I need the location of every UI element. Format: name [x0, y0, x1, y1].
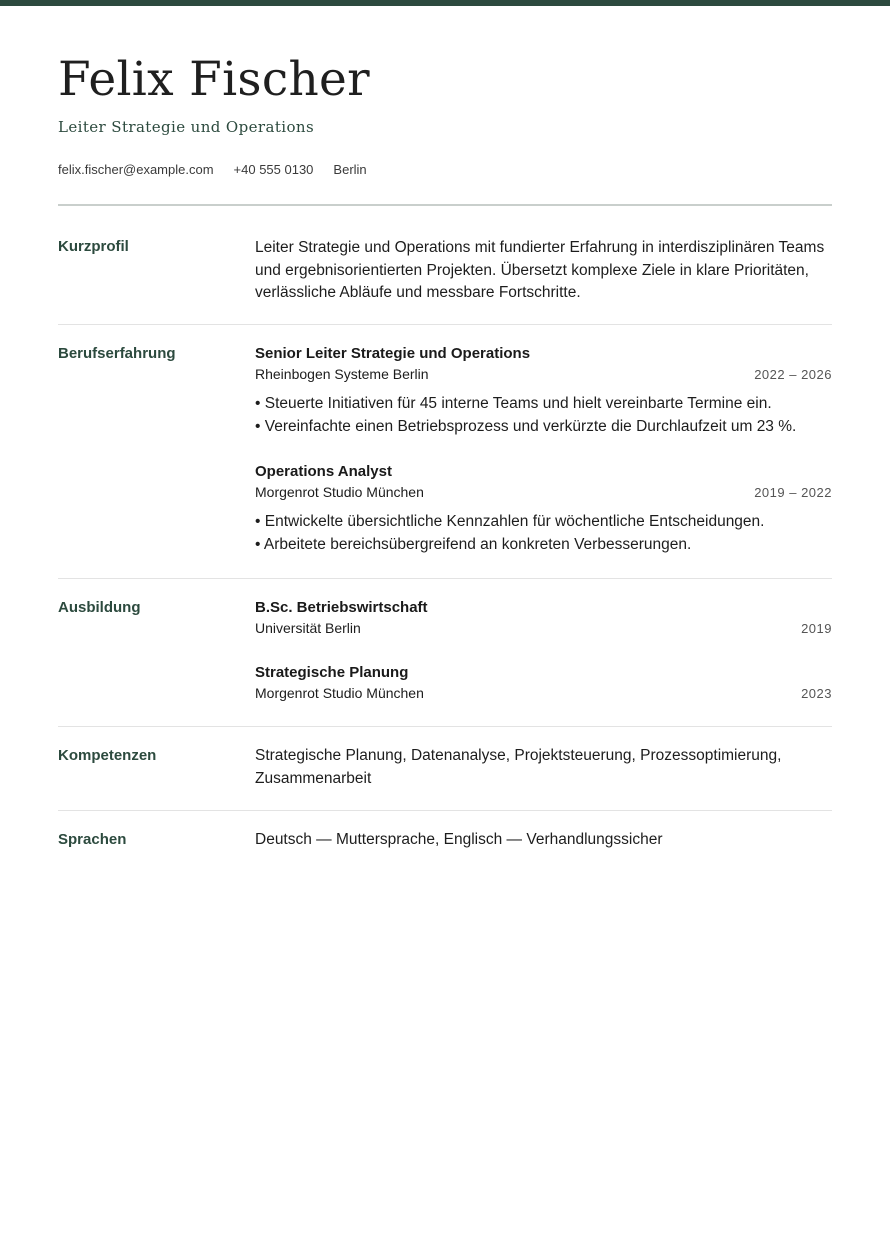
contact-city: Berlin — [333, 162, 367, 177]
job-title: Operations Analyst — [255, 463, 392, 480]
contact-email[interactable]: felix.fischer@example.com — [58, 162, 214, 177]
section-label-education: Ausbildung — [58, 599, 141, 616]
degree-meta — [255, 620, 832, 639]
job-bullet: • Entwickelte übersichtliche Kennzahlen für wöchentliche Entscheidungen. — [255, 513, 765, 530]
section-divider — [58, 726, 832, 727]
degree-title: B.Sc. Betriebswirtschaft — [255, 599, 428, 616]
degree-meta — [255, 685, 832, 704]
profile-text: Leiter Strategie und Operations mit fundierter Erfahrung in interdisziplinären Teams und ergebnisorientierten Projekten. Übersetzt komplexe Ziele in klare Prioritäten, verlässliche Abläufe und messbare Fortschritte. — [255, 239, 825, 301]
skills-text: Strategische Planung, Datenanalyse, Projektsteuerung, Prozessoptimierung, Zusammenarbeit — [255, 747, 782, 787]
degree-institution: Universität Berlin — [255, 620, 361, 636]
degree-title: Strategische Planung — [255, 664, 409, 681]
job-date: 2022 – 2026 — [754, 367, 832, 382]
job-title: Senior Leiter Strategie und Operations — [255, 345, 531, 362]
section-label-skills: Kompetenzen — [58, 747, 157, 764]
job-bullets — [255, 393, 832, 438]
job-meta — [255, 484, 832, 503]
top-accent-bar — [0, 0, 890, 6]
degree-date: 2019 — [801, 621, 832, 636]
education-entry — [255, 599, 832, 639]
experience-entry — [255, 345, 832, 438]
education-entry — [255, 664, 832, 704]
job-company: Rheinbogen Systeme Berlin — [255, 366, 429, 382]
candidate-headline: Leiter Strategie und Operations — [58, 118, 315, 136]
section-divider — [58, 324, 832, 325]
contact-phone[interactable]: +40 555 0130 — [233, 162, 314, 177]
job-bullet: • Steuerte Initiativen für 45 interne Teams und hielt vereinbarte Termine ein. — [255, 395, 772, 412]
degree-date: 2023 — [801, 686, 832, 701]
job-date: 2019 – 2022 — [754, 485, 832, 500]
candidate-name: Felix Fischer — [58, 52, 370, 107]
job-bullets — [255, 511, 832, 556]
languages-text: Deutsch — Muttersprache, Englisch — Verhandlungssicher — [255, 831, 663, 848]
degree-institution: Morgenrot Studio München — [255, 685, 424, 701]
section-divider — [58, 578, 832, 579]
header-divider — [58, 204, 832, 206]
job-meta — [255, 366, 832, 385]
job-company: Morgenrot Studio München — [255, 484, 424, 500]
experience-entry — [255, 463, 832, 556]
contact-line — [58, 162, 367, 177]
section-label-profile: Kurzprofil — [58, 238, 129, 255]
section-label-languages: Sprachen — [58, 831, 127, 848]
job-bullet: • Vereinfachte einen Betriebsprozess und verkürzte die Durchlaufzeit um 23 %. — [255, 417, 797, 435]
job-bullet: • Arbeitete bereichsübergreifend an konkreten Verbesserungen. — [255, 535, 692, 553]
section-divider — [58, 810, 832, 811]
section-label-experience: Berufserfahrung — [58, 345, 176, 362]
